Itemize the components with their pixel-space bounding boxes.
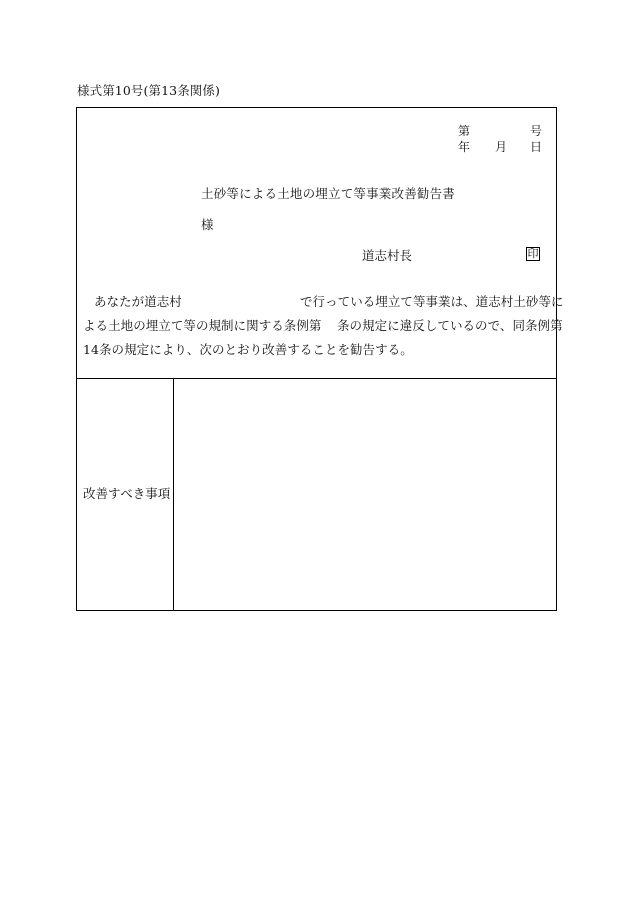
improvement-items-content <box>174 379 556 610</box>
recipient-honorific: 様 <box>201 217 214 232</box>
improvement-items-label: 改善すべき事項 <box>83 486 171 501</box>
reference-number-suffix: 号 <box>530 124 543 138</box>
reference-number-prefix: 第 <box>458 124 471 138</box>
body-text-line-2-start: よる土地の埋立て等の規制に関する条例第 <box>83 318 322 333</box>
body-text-line-1-end: で行っている埋立て等事業は、道志村土砂等に <box>300 294 564 309</box>
body-text-line-1-start: あなたが道志村 <box>94 294 182 309</box>
improvement-items-section <box>77 379 556 610</box>
body-text-line-3: 14条の規定により、次のとおり改善することを勧告する。 <box>83 342 413 357</box>
improvement-recommendation-form <box>76 107 564 611</box>
issuer-title: 道志村長 <box>362 248 413 263</box>
date-year-label: 年 <box>458 140 471 154</box>
document-title: 土砂等による土地の埋立て等事業改善勧告書 <box>201 186 456 201</box>
recommendation-header-section <box>77 108 564 378</box>
form-number-label: 様式第10号(第13条関係) <box>77 83 220 98</box>
date-month-label: 月 <box>495 140 508 154</box>
body-text-line-2-end: 条の規定に違反しているので、同条例第 <box>337 318 563 333</box>
seal-mark: 印 <box>527 247 539 260</box>
date-day-label: 日 <box>530 140 543 154</box>
